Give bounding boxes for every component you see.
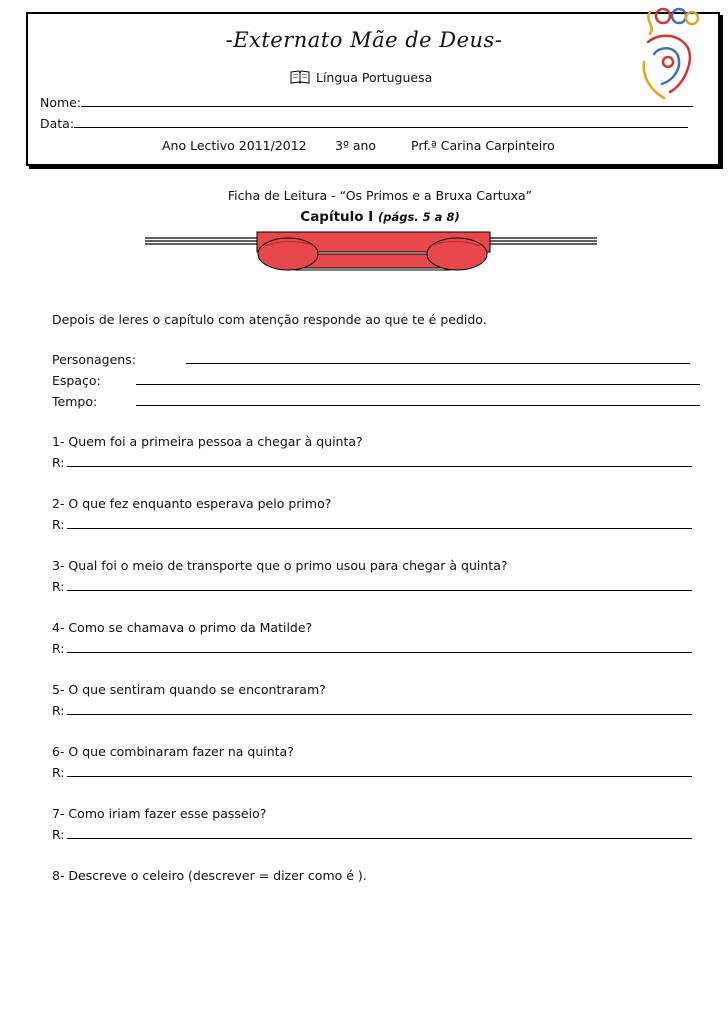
date-field[interactable] bbox=[74, 115, 688, 128]
characters-label: Personagens: bbox=[52, 352, 136, 367]
space-field[interactable] bbox=[136, 372, 700, 385]
answer-prefix: R: bbox=[52, 579, 65, 594]
answer-field-4[interactable] bbox=[67, 640, 692, 653]
question-5: 5- O que sentiram quando se encontraram? bbox=[52, 682, 326, 697]
question-4: 4- Como se chamava o primo da Matilde? bbox=[52, 620, 313, 635]
time-row bbox=[52, 393, 700, 409]
date-row bbox=[40, 115, 688, 131]
answer-field-7[interactable] bbox=[67, 826, 692, 839]
answer-field-3[interactable] bbox=[67, 578, 692, 591]
chapter-title bbox=[0, 209, 728, 225]
chapter-pages: (págs. 5 a 8) bbox=[377, 210, 460, 224]
question-8: 8- Descreve o celeiro (descrever = dizer como é ). bbox=[52, 868, 367, 883]
ribbon-banner bbox=[145, 230, 600, 281]
name-field[interactable] bbox=[81, 94, 693, 107]
characters-field[interactable] bbox=[186, 351, 690, 364]
open-book-icon bbox=[290, 70, 310, 87]
answer-row-6 bbox=[52, 764, 692, 780]
answer-row-4 bbox=[52, 640, 692, 656]
question-7: 7- Como iriam fazer esse passeio? bbox=[52, 806, 267, 821]
answer-prefix: R: bbox=[52, 703, 65, 718]
teacher: Prf.ª Carina Carpinteiro bbox=[411, 138, 555, 153]
question-2: 2- O que fez enquanto esperava pelo primo? bbox=[52, 496, 332, 511]
grade: 3º ano bbox=[335, 138, 377, 153]
time-label: Tempo: bbox=[52, 394, 98, 409]
subject-label bbox=[290, 70, 432, 87]
answer-row-7 bbox=[52, 826, 692, 842]
answer-row-3 bbox=[52, 578, 692, 594]
answer-prefix: R: bbox=[52, 641, 65, 656]
worksheet-title: Ficha de Leitura - “Os Primos e a Bruxa Cartuxa” bbox=[227, 188, 533, 203]
answer-prefix: R: bbox=[52, 517, 65, 532]
answer-row-1 bbox=[52, 454, 692, 470]
answer-prefix: R: bbox=[52, 765, 65, 780]
answer-prefix: R: bbox=[52, 827, 65, 842]
answer-row-2 bbox=[52, 516, 692, 532]
characters-row bbox=[52, 351, 690, 367]
answer-field-6[interactable] bbox=[67, 764, 692, 777]
space-row bbox=[52, 372, 700, 388]
instructions: Depois de leres o capítulo com atenção responde ao que te é pedido. bbox=[52, 312, 487, 327]
school-year: Ano Lectivo 2011/2012 bbox=[162, 138, 307, 153]
subject-text: Língua Portuguesa bbox=[316, 70, 433, 85]
name-row bbox=[40, 94, 693, 110]
name-label: Nome: bbox=[40, 95, 82, 110]
time-field[interactable] bbox=[136, 393, 700, 406]
school-name: -Externato Mãe de Deus- bbox=[225, 28, 503, 52]
chapter-label: Capítulo I bbox=[300, 209, 374, 225]
school-logo bbox=[630, 2, 700, 106]
question-6: 6- O que combinaram fazer na quinta? bbox=[52, 744, 294, 759]
answer-prefix: R: bbox=[52, 455, 65, 470]
question-1: 1- Quem foi a primeira pessoa a chegar à quinta? bbox=[52, 434, 363, 449]
space-label: Espaço: bbox=[52, 373, 101, 388]
date-label: Data: bbox=[40, 116, 75, 131]
answer-field-2[interactable] bbox=[67, 516, 692, 529]
answer-field-5[interactable] bbox=[67, 702, 692, 715]
question-3: 3- Qual foi o meio de transporte que o primo usou para chegar à quinta? bbox=[52, 558, 508, 573]
answer-field-1[interactable] bbox=[67, 454, 692, 467]
answer-row-5 bbox=[52, 702, 692, 718]
